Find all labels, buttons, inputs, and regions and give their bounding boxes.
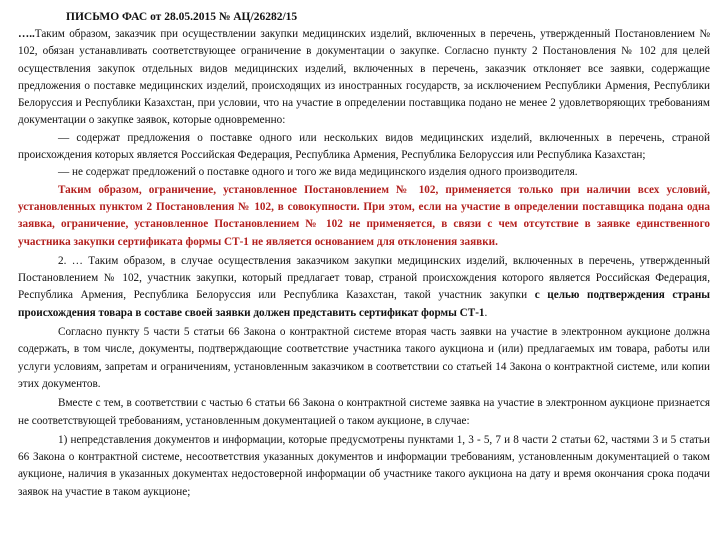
paragraph-conclusion-highlight: Таким образом, ограничение, установленное Постановлением № 102, применяется только при наличии всех условий, установленных пунктом 2 Постановления № 102, в совокупности. При этом, если на участие в определении поставщика подана одна заявка, ограничение, установленное Постановлением № 102 не применяется, в связи с чем отсутствие в заявке единственного участника закупки сертификата формы СТ-1 не является основанием для отклонения заявки. xyxy=(18,183,710,248)
paragraph-condition-2: — не содержат предложений о поставке одного и того же вида медицинского изделия одного производителя. xyxy=(58,166,578,179)
letter-title: ПИСЬМО ФАС от 28.05.2015 № АЦ/26282/15 xyxy=(66,11,298,23)
paragraph-list-item-1: 1) непредставления документов и информации, которые предусмотрены пунктами 1, 3 - 5, 7 и 8 части 2 статьи 62, частями 3 и 5 статьи 66 Закона о контрактной системе, несоответствия указанных документов и информации требованиям, установленным документацией о таком аукционе, наличия в указанных документах недостоверной информации об участнике такого аукциона на дату и время окончания срока подачи заявок на участие в таком аукционе; xyxy=(18,433,710,498)
paragraph-item-2 xyxy=(18,253,710,322)
paragraph-condition-1: — содержат предложения о поставке одного или нескольких видов медицинских изделий, включенных в перечень, страной происхождения которых является Российская Федерация, Республика Армения, Республика Белоруссия или Республика Казахстан; xyxy=(18,131,710,162)
ellipsis-lead: ….. xyxy=(18,28,35,40)
paragraph-article-66-part-5: Согласно пункту 5 части 5 статьи 66 Закона о контрактной системе вторая часть заявки на участие в электронном аукционе должна содержать, в том числе, документы, подтверждающие соответствие участника такого аукциона и (или) предлагаемых им товара, работы или услуги условиям, запретам и ограничениям, установленным заказчиком в соответствии со статьей 14 Закона о контрактной системе, или копии этих документов. xyxy=(18,326,710,390)
paragraph-intro-text: Таким образом, заказчик при осуществлении закупки медицинских изделий, включенных в перечень, утвержденный Постановлением № 102, обязан устанавливать соответствующее ограничение в документации о закупке. Согласно пункту 2 Постановления № 102 для целей осуществления закупок отдельных видов медицинских изделий, включенных в перечень, заказчик отклоняет все заявки, содержащие предложения о поставке медицинских изделий, происходящих из иностранных государств, за исключением Республики Армения, Республики Белоруссия и Республики Казахстан, при условии, что на участие в определении поставщика подано не менее 2 удовлетворяющих требованиям документации о закупке заявок, которые одновременно: xyxy=(18,28,710,127)
paragraph-item-2-text: 2. … Таким образом, в случае осуществления заказчиком закупки медицинских изделий, включенных в перечень, утвержденный Постановлением № 102, участник закупки, который предлагает товар, страной происхождения которого является Российская Федерация, Республика Армения, Республика Белоруссия или Республика Казахстан, такой участник закупки xyxy=(18,254,710,302)
paragraph-intro xyxy=(18,26,710,130)
paragraph-item-2-end: . xyxy=(484,306,488,319)
paragraph-item-2-bold: с целью подтверждения страны происхождения товара в составе своей заявки должен представить сертификат формы СТ-1 xyxy=(18,289,711,319)
paragraph-article-66-part-6: Вместе с тем, в соответствии с частью 6 статьи 66 Закона о контрактной системе заявка на участие в электронном аукционе признается не соответствующей требованиям, установленным документацией о таком аукционе, в случае: xyxy=(18,397,710,427)
